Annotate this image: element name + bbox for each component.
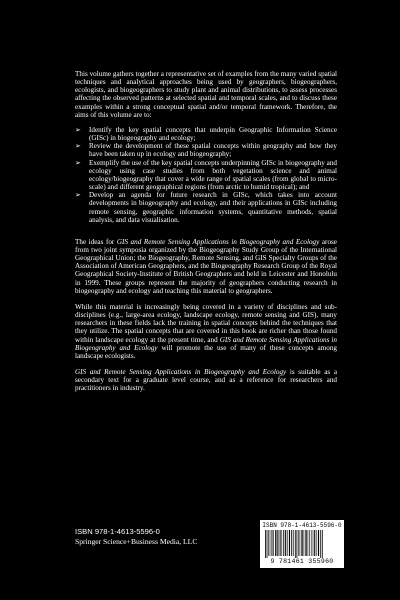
arrow-bullet-icon: ➢	[75, 125, 81, 134]
aim-item	[75, 126, 337, 142]
isbn-text: ISBN 978-1-4613-5596-0	[75, 527, 160, 536]
aim-text: Identify the key spatial concepts that underpin Geographic Information Science (GISc) in biogeography and ecology;	[89, 125, 337, 143]
aim-text: Exemplify the use of the key spatial concepts underpinning GISc in biogeography and ecology using case studies from both vegetation science and animal ecology/biogeography that cover a wide range of spatial scales (from global to micro-scale) and different geographical regions (from arctic to humid tropical); and	[89, 158, 337, 192]
barcode-number: 9 781461 355960	[270, 558, 334, 565]
symposia-paragraph: The ideas for GIS and Remote Sensing Applications in Biogeography and Ecology arose from two joint symposia organized by the Biogeography Study Group of the International Geographical Union; the Biogeography, Remote Sensing, and GIS Specialty Groups of the Association of American Geographers, and the Biogeography Research Group of the Royal Geographical Society-Institute of British Geographers and held in Leicester and Honolulu in 1999. These groups represent the majority of geographers conducting research in biogeography and ecology and teaching this material to geographers.	[75, 237, 337, 295]
aim-text: Review the development of these spatial concepts within geography and how they have been taken up in ecology and biogeography;	[89, 142, 337, 159]
intro-paragraph: This volume gathers together a representative set of examples from the many varied spatial techniques and analytical approaches being used by geographers, biogeographers, ecologists, and biogeographers to study plant and animal distributions, to assess processes affecting the observed patterns at selected spatial and temporal scales, and to discuss these examples within a strong conceptual spatial and/or temporal framework. Therefore, the aims of this volume are to:	[75, 70, 337, 119]
barcode-isbn-label: ISBN 978-1-4613-5596-0	[262, 522, 342, 529]
aim-item	[75, 191, 337, 224]
aim-text: Develop an agenda for future research in GISc, which takes into account developments in biogeography and ecology, and their applications in GISc including remote sensing, geographic information systems, quantitative methods, spatial analysis, and data visualisation.	[89, 191, 337, 224]
usage-paragraph: GIS and Remote Sensing Applications in Biogeography and Ecology is suitable as a secondary text for a graduate level course, and as a reference for researchers and practitioners in industry.	[75, 368, 338, 393]
barcode-icon	[264, 530, 340, 558]
arrow-bullet-icon: ➢	[75, 142, 81, 151]
arrow-bullet-icon: ➢	[75, 191, 81, 200]
audience-paragraph: While this material is increasingly being covered in a variety of disciplines and sub-disciplines (e.g., large-area ecology, landscape ecology, remote sensing and GIS), many researchers in these fields lack the training in spatial concepts behind the techniques that they utilize. The spatial concepts that are covered in this book are richer than those found within landscape ecology at the present time, and GIS and Remote Sensing Applications in Biogeography and Ecology will promote the use of many of these concepts among landscape ecologists.	[75, 302, 337, 360]
book-title: GIS and Remote Sensing Applications in Biogeography and Ecology	[116, 237, 320, 246]
arrow-bullet-icon: ➢	[75, 158, 81, 167]
isbn-publisher-block	[75, 527, 197, 547]
book-title: GIS and Remote Sensing Applications in Biogeography and Ecology	[75, 368, 287, 376]
blurb-column	[75, 70, 337, 392]
book-title: GIS and Remote Sensing Applications in Biogeography and Ecology	[75, 335, 337, 352]
aim-item	[75, 159, 337, 192]
barcode-panel	[260, 520, 344, 568]
aims-list	[75, 126, 337, 224]
aim-item	[75, 142, 337, 158]
publisher-name: Springer Science+Business Media, LLC	[75, 537, 198, 546]
